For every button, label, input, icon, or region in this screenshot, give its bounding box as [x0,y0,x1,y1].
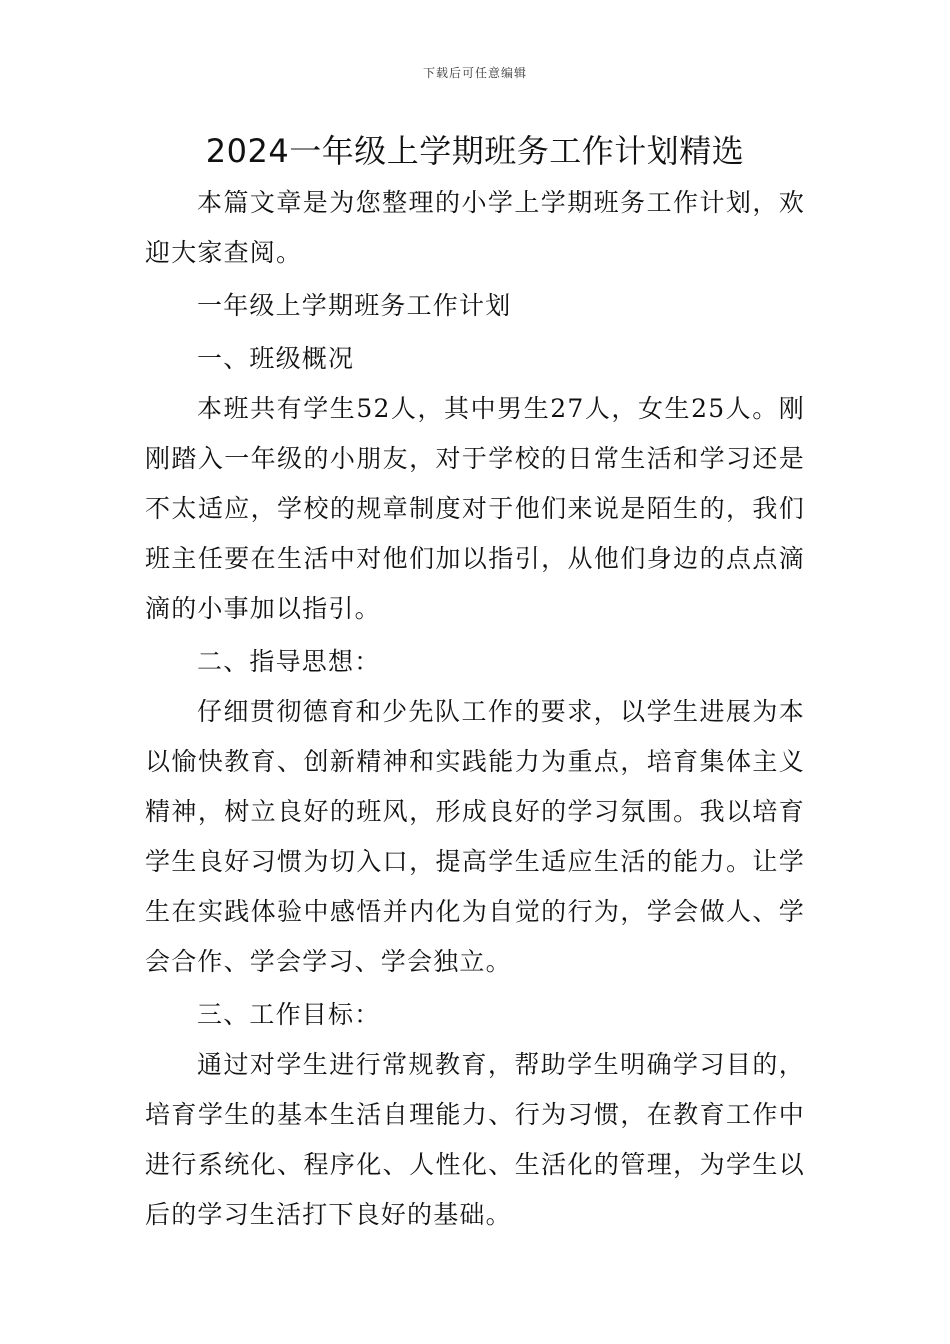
plan-subtitle: 一年级上学期班务工作计划 [197,291,512,320]
document-body [145,178,805,1240]
guiding-thought-paragraph: 仔细贯彻德育和少先队工作的要求，以学生进展为本以愉快教育、创新精神和实践能力为重点，培育集体主义精神，树立良好的班风，形成良好的学习氛围。我以培育学生良好习惯为切入口，提高学生适应生活的能力。让学生在实践体验中感悟并内化为自觉的行为，学会做人、学会合作、学会学习、学会独立。 [145,697,805,976]
section-heading-work-goals: 三、工作目标： [197,1000,381,1029]
class-overview-paragraph: 本班共有学生52人，其中男生27人，女生25人。刚刚踏入一年级的小朋友，对于学校的日常生活和学习还是不太适应，学校的规章制度对于他们来说是陌生的，我们班主任要在生活中对他们加以指引，从他们身边的点点滴滴的小事加以指引。 [145,394,805,623]
document-title: 2024一年级上学期班务工作计划精选 [205,132,745,170]
header-note: 下载后可任意编辑 [422,66,527,80]
section-heading-guiding-thought: 二、指导思想： [197,647,381,676]
intro-paragraph: 本篇文章是为您整理的小学上学期班务工作计划，欢迎大家查阅。 [145,188,805,267]
work-goals-paragraph: 通过对学生进行常规教育，帮助学生明确学习目的，培育学生的基本生活自理能力、行为习惯，在教育工作中进行系统化、程序化、人性化、生活化的管理，为学生以后的学习生活打下良好的基础。 [145,1050,805,1229]
section-heading-class-overview: 一、班级概况 [197,344,355,373]
